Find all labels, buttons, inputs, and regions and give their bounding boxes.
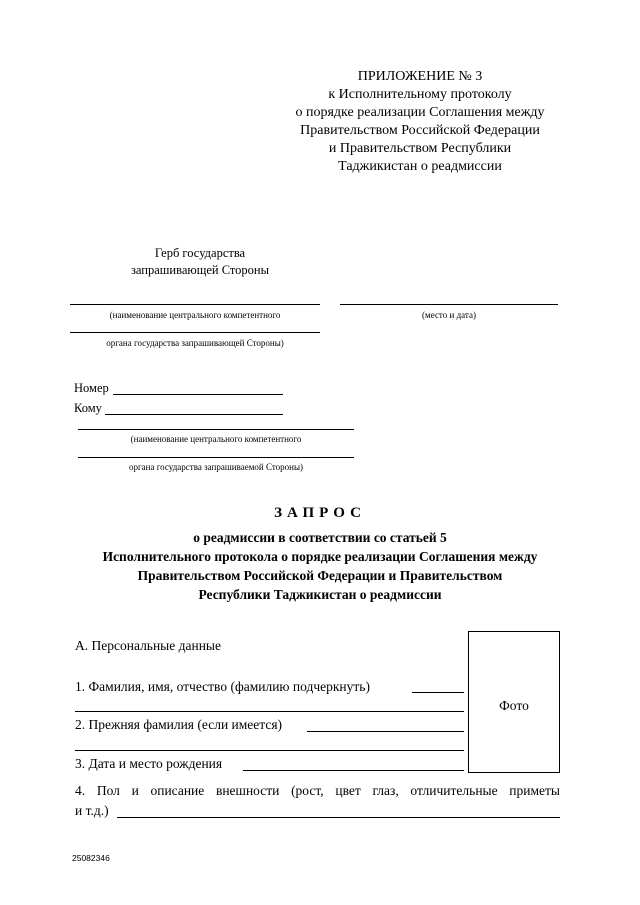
field-full-name-label: 1. Фамилия, имя, отчество (фамилию подчеркнуть) xyxy=(75,679,370,694)
photo-label: Фото xyxy=(499,698,529,713)
coat-of-arms-line: запрашивающей Стороны xyxy=(130,263,270,277)
addressee-authority-line[interactable] xyxy=(78,457,354,458)
coat-of-arms-line: Герб государства xyxy=(154,246,246,260)
requesting-authority-caption: (наименование центрального компетентного xyxy=(109,310,281,320)
subtitle-line: Исполнительного протокола о порядке реализации Соглашения между xyxy=(102,549,538,564)
field-full-name-continuation[interactable] xyxy=(75,711,464,712)
subtitle-line: о реадмиссии в соответствии со статьей 5 xyxy=(193,530,447,545)
field-full-name-input[interactable] xyxy=(412,692,464,693)
place-date-caption: (место и дата) xyxy=(422,310,476,320)
field-previous-surname-label: 2. Прежняя фамилия (если имеется) xyxy=(75,717,283,732)
appendix-header xyxy=(250,68,590,176)
number-field[interactable] xyxy=(113,394,283,395)
field-appearance-input[interactable] xyxy=(117,817,560,818)
subtitle-line: Республики Таджикистан о реадмиссии xyxy=(198,587,442,602)
place-date-line[interactable] xyxy=(340,304,558,305)
requesting-authority-line[interactable] xyxy=(70,332,320,333)
document-title: ЗАПРОС xyxy=(274,505,366,521)
to-field[interactable] xyxy=(105,414,283,415)
appendix-line: к Исполнительному протоколу xyxy=(328,87,512,102)
appendix-line: и Правительством Республики xyxy=(328,141,512,156)
field-previous-surname-input[interactable] xyxy=(307,731,464,732)
appendix-line: о порядке реализации Соглашения между xyxy=(295,105,545,120)
appendix-line: Таджикистан о реадмиссии xyxy=(338,159,502,174)
photo-box[interactable] xyxy=(468,631,560,773)
section-a-heading: А. Персональные данные xyxy=(75,638,221,653)
field-birth-label: 3. Дата и место рождения xyxy=(75,756,223,771)
field-birth-input[interactable] xyxy=(243,770,464,771)
field-appearance-label: 4. Пол и описание внешности (рост, цвет глаз, отличительные приметы xyxy=(75,783,560,798)
requesting-authority-caption: органа государства запрашивающей Стороны) xyxy=(106,338,284,348)
addressee-authority-line[interactable] xyxy=(78,429,354,430)
number-label: Номер xyxy=(74,381,109,395)
coat-of-arms-caption xyxy=(120,245,280,279)
field-previous-surname-continuation[interactable] xyxy=(75,750,464,751)
appendix-line: Правительством Российской Федерации xyxy=(300,123,540,138)
document-code: 25082346 xyxy=(72,853,110,863)
addressee-authority-caption: органа государства запрашиваемой Стороны) xyxy=(128,462,304,472)
addressee-authority-caption: (наименование центрального компетентного xyxy=(130,434,302,444)
document-subtitle xyxy=(0,528,640,604)
subtitle-line: Правительством Российской Федерации и Правительством xyxy=(137,568,503,583)
requesting-authority-line[interactable] xyxy=(70,304,320,305)
field-appearance-label-cont: и т.д.) xyxy=(75,803,109,818)
appendix-title: ПРИЛОЖЕНИЕ № 3 xyxy=(357,69,483,84)
to-label: Кому xyxy=(74,401,102,415)
